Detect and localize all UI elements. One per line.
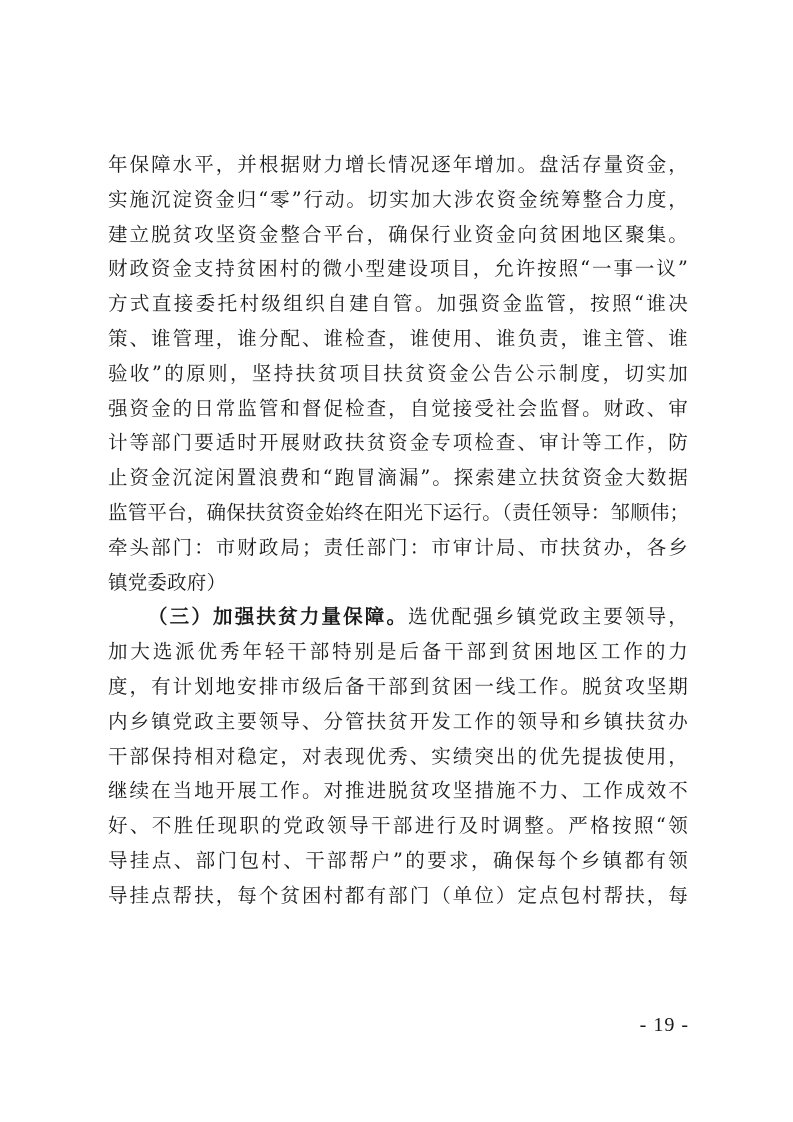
text-line: 镇党委政府） — [108, 570, 227, 594]
text-line: 导挂点帮扶，每个贫困村都有部门（单位）定点包村帮扶，每 — [108, 883, 688, 907]
text-line: 验收”的原则，坚持扶贫项目扶贫资金公告公示制度，切实加 — [108, 361, 688, 385]
text-line: 财政资金支持贫困村的微小型建设项目，允许按照“一事一议” — [108, 257, 688, 281]
text-line: 止资金沉淀闲置浪费和“跑冒滴漏”。探索建立扶贫资金大数据 — [108, 466, 688, 490]
text-line: 牵头部门：市财政局；责任部门：市审计局、市扶贫办，各乡 — [108, 535, 688, 559]
text-line: 监管平台，确保扶贫资金始终在阳光下运行。（责任领导：邹顺伟； — [108, 500, 690, 524]
text-line: 好、不胜任现职的党政领导干部进行及时调整。严格按照“领 — [108, 814, 688, 838]
text-line: 加大选派优秀年轻干部特别是后备干部到贫困地区工作的力 — [108, 640, 688, 664]
section-first-line-text: 选优配强乡镇党政主要领导， — [408, 605, 688, 629]
text-line: 强资金的日常监管和督促检查，自觉接受社会监督。财政、审 — [108, 396, 688, 420]
text-line: 度，有计划地安排市级后备干部到贫困一线工作。脱贫攻坚期 — [108, 674, 688, 698]
text-line: 年保障水平，并根据财力增长情况逐年增加。盘活存量资金， — [108, 153, 688, 176]
body-text — [108, 148, 688, 914]
text-line: 方式直接委托村级组织自建自管。加强资金监管，按照“谁决 — [108, 292, 688, 316]
text-line: 实施沉淀资金归“零”行动。切实加大涉农资金统筹整合力度， — [108, 187, 688, 211]
text-line: 干部保持相对稳定，对表现优秀、实绩突出的优先提拔使用， — [108, 744, 688, 768]
section-heading: （三）加强扶贫力量保障。 — [148, 605, 409, 629]
text-line: 建立脱贫攻坚资金整合平台，确保行业资金向贫困地区聚集。 — [108, 222, 688, 246]
text-line: 继续在当地开展工作。对推进脱贫攻坚措施不力、工作成效不 — [108, 779, 688, 803]
text-line: 内乡镇党政主要领导、分管扶贫开发工作的领导和乡镇扶贫办 — [108, 709, 688, 733]
text-line: 导挂点、部门包村、干部帮户”的要求，确保每个乡镇都有领 — [108, 848, 688, 872]
text-line: 计等部门要适时开展财政扶贫资金专项检查、审计等工作，防 — [108, 431, 688, 455]
text-line: 策、谁管理，谁分配、谁检查，谁使用、谁负责，谁主管、谁 — [108, 326, 688, 350]
section-first-line — [108, 600, 688, 635]
page-number: - 19 - — [639, 1014, 689, 1036]
